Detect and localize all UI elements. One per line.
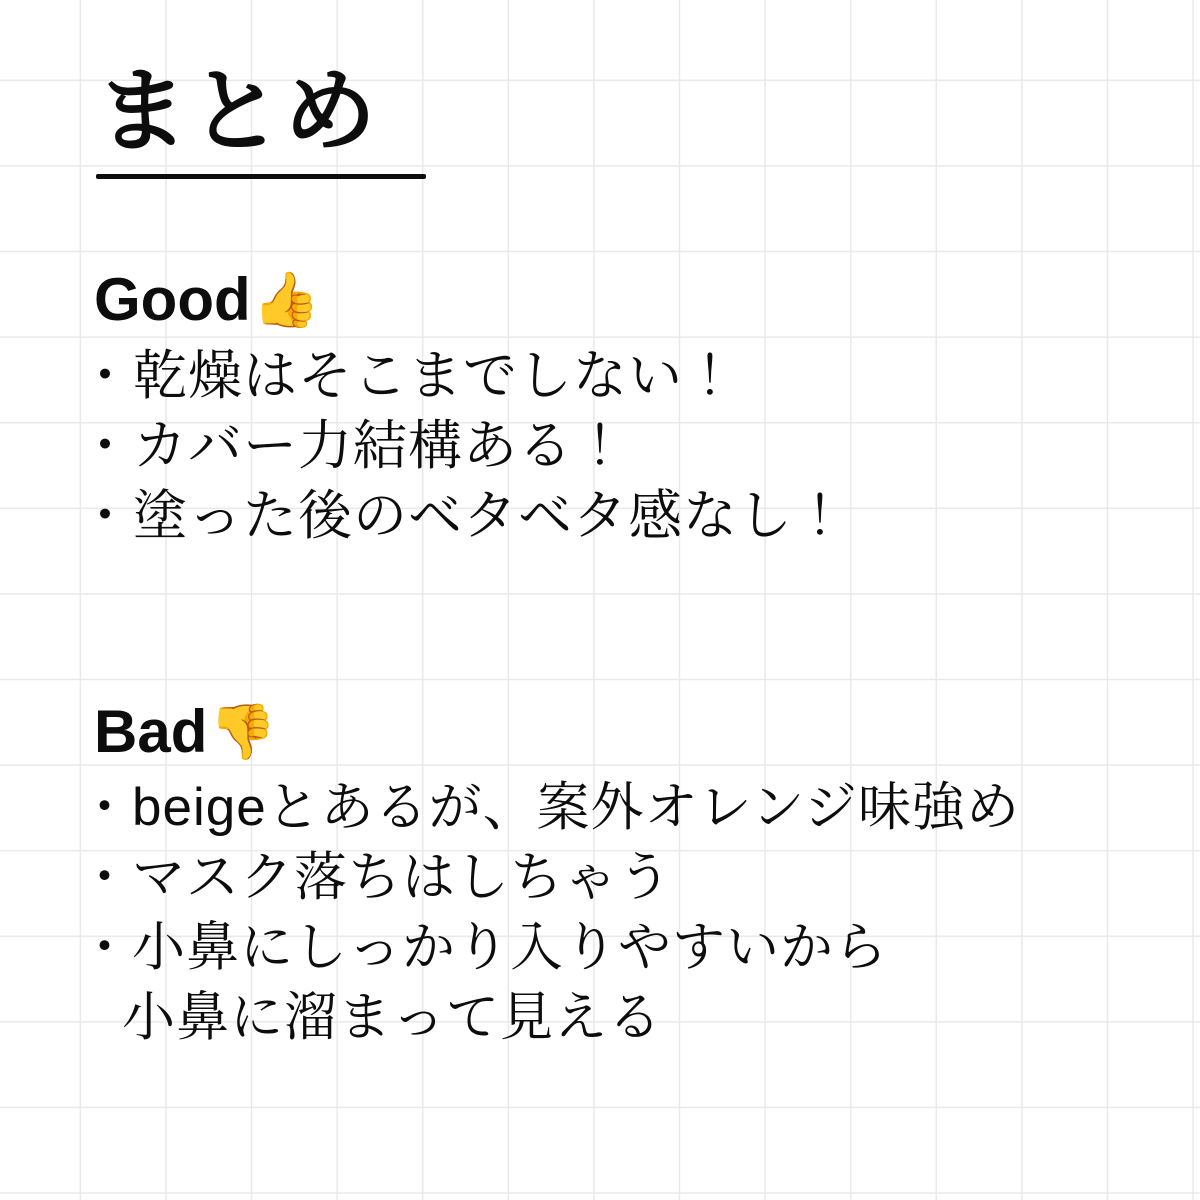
- list-item-continuation: 小鼻に溜まって見える: [122, 987, 662, 1047]
- list-item: ・塗った後のベタベタ感なし！: [78, 486, 848, 547]
- list-item: ・beigeとあるが、案外オレンジ味強め: [78, 778, 1021, 837]
- list-item: ・マスク落ちはしちゃう: [78, 847, 672, 907]
- section-good-label: Good: [94, 266, 251, 333]
- title-underline: [96, 174, 426, 179]
- list-item: ・乾燥はそこまでしない！: [78, 346, 738, 406]
- page-title: まとめ: [96, 61, 379, 163]
- section-bad-label: Bad: [94, 698, 208, 765]
- list-item: ・小鼻にしっかり入りやすいから: [78, 917, 888, 977]
- section-bad: [78, 700, 1178, 1053]
- section-good: [78, 268, 1178, 552]
- list-item: ・カバー力結構ある！: [78, 416, 628, 477]
- page-title-block: [96, 61, 426, 179]
- section-bad-list: [78, 773, 1178, 1053]
- section-good-heading: [94, 268, 1178, 331]
- thumbs-down-emoji: 👎: [209, 701, 277, 762]
- thumbs-up-emoji: 👍: [252, 269, 320, 330]
- section-bad-heading: [94, 700, 1178, 763]
- section-good-list: [78, 341, 1178, 552]
